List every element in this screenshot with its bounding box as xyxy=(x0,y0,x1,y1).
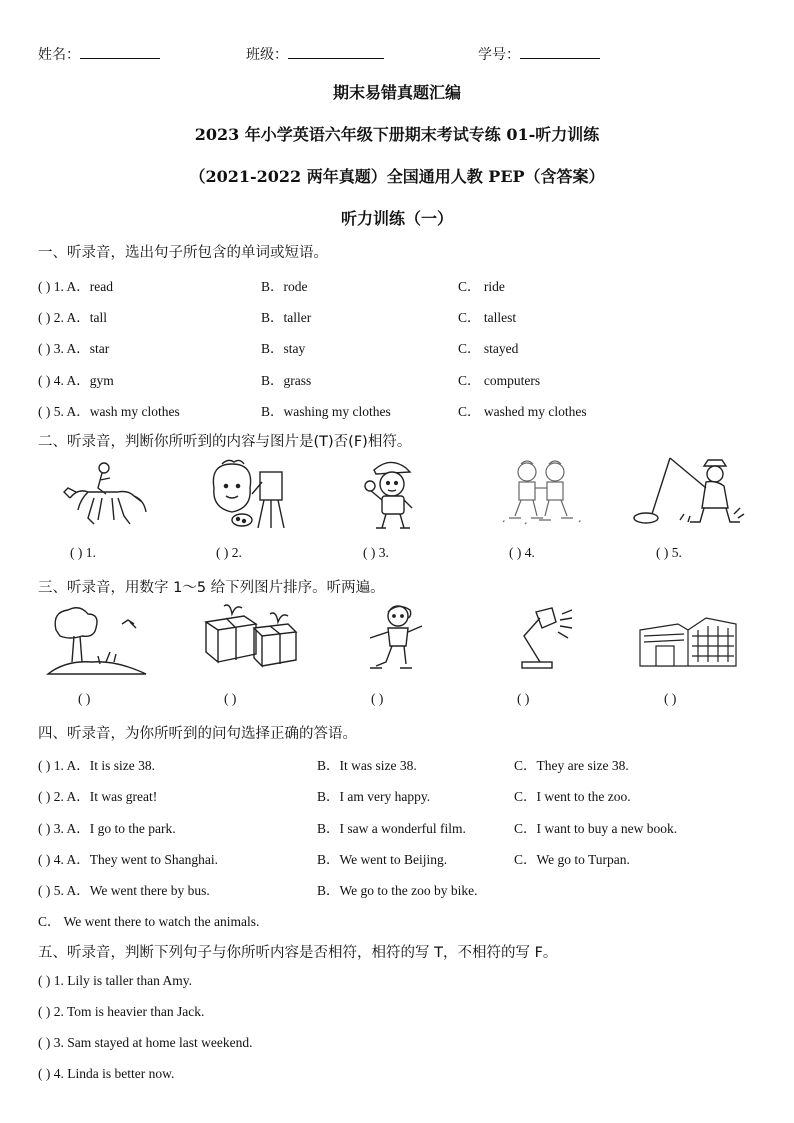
name-label: 姓名： xyxy=(38,47,80,63)
option-a: ( ) 5. A．wash my clothes xyxy=(38,404,180,419)
boy-with-hat-picture xyxy=(360,456,422,532)
class-field[interactable] xyxy=(246,44,384,64)
section-5-heading: 五、听录音，判断下列句子与你所听内容是否相符，相符的写 T，不相符的写 F。 xyxy=(38,945,558,961)
title-line-4: 听力训练（一） xyxy=(340,209,453,228)
girl-painting-picture xyxy=(200,458,298,530)
s2-answer-1[interactable]: ( ) 1. xyxy=(70,545,96,560)
s3-answer-3[interactable]: ( ) xyxy=(371,691,384,706)
option-a: ( ) 2. A．tall xyxy=(38,310,107,325)
id-blank[interactable] xyxy=(520,46,600,59)
option-b: B．rode xyxy=(261,279,308,294)
option-b: B．stay xyxy=(261,341,306,356)
s2-answer-4[interactable]: ( ) 4. xyxy=(509,545,535,560)
name-field[interactable] xyxy=(38,44,160,64)
title-line-3: （2021-2022 两年真题）全国通用人教 PEP（含答案） xyxy=(189,167,605,186)
s3-answer-5[interactable]: ( ) xyxy=(664,691,677,706)
id-field[interactable] xyxy=(478,44,600,64)
tree-landscape-picture xyxy=(46,604,158,680)
option-c: C． computers xyxy=(458,373,541,388)
option-c: C．We go to Turpan. xyxy=(514,852,630,867)
gift-boxes-picture xyxy=(200,602,300,670)
horse-rider-picture xyxy=(58,458,150,530)
option-a: ( ) 4. A．They went to Shanghai. xyxy=(38,852,218,867)
title-line-2: 2023 年小学英语六年级下册期末考试专练 01-听力训练 xyxy=(194,125,600,144)
s3-answer-2[interactable]: ( ) xyxy=(224,691,237,706)
s2-answer-5[interactable]: ( ) 5. xyxy=(656,545,682,560)
option-c: C．I went to the zoo. xyxy=(514,789,631,804)
option-b: B．grass xyxy=(261,373,312,388)
name-blank[interactable] xyxy=(80,46,160,59)
s2-answer-2[interactable]: ( ) 2. xyxy=(216,545,242,560)
option-c: C． stayed xyxy=(458,341,519,356)
man-fishing-picture xyxy=(630,456,746,530)
s2-answer-3[interactable]: ( ) 3. xyxy=(363,545,389,560)
option-c: C． washed my clothes xyxy=(458,404,587,419)
option-b: B．It was size 38. xyxy=(317,758,417,773)
option-b: B．We go to the zoo by bike. xyxy=(317,883,478,898)
s5-statement-4[interactable]: ( ) 4. Linda is better now. xyxy=(38,1066,175,1081)
option-b: B．We went to Beijing. xyxy=(317,852,448,867)
class-label: 班级： xyxy=(246,47,288,63)
option-a: ( ) 3. A．star xyxy=(38,341,110,356)
s5-statement-3[interactable]: ( ) 3. Sam stayed at home last weekend. xyxy=(38,1035,253,1050)
s5-statement-2[interactable]: ( ) 2. Tom is heavier than Jack. xyxy=(38,1004,205,1019)
girl-skating-picture xyxy=(356,602,428,676)
option-c: C．They are size 38. xyxy=(514,758,629,773)
option-a: ( ) 2. A．It was great! xyxy=(38,789,158,804)
s5-statement-1[interactable]: ( ) 1. Lily is taller than Amy. xyxy=(38,973,192,988)
section-1-heading: 一、听录音，选出句子所包含的单词或短语。 xyxy=(38,245,328,261)
option-b: B．taller xyxy=(261,310,312,325)
s3-answer-1[interactable]: ( ) xyxy=(78,691,91,706)
s4-question-5-option-c: C． We went there to watch the animals. xyxy=(38,914,260,929)
option-a: ( ) 1. A．read xyxy=(38,279,113,294)
option-b: B．I saw a wonderful film. xyxy=(317,821,466,836)
section-3-heading: 三、听录音，用数字 1～5 给下列图片排序。听两遍。 xyxy=(38,580,385,596)
s3-answer-4[interactable]: ( ) xyxy=(517,691,530,706)
option-b: B．washing my clothes xyxy=(261,404,391,419)
option-c: C．I want to buy a new book. xyxy=(514,821,678,836)
id-label: 学号： xyxy=(478,47,520,63)
desk-lamp-picture xyxy=(506,600,580,676)
class-blank[interactable] xyxy=(288,46,384,59)
building-picture xyxy=(636,606,740,670)
option-c: C． ride xyxy=(458,279,505,294)
option-c: C． tallest xyxy=(458,310,517,325)
section-2-heading: 二、听录音，判断你所听到的内容与图片是(T)否(F)相符。 xyxy=(38,434,412,450)
option-a: ( ) 5. A．We went there by bus. xyxy=(38,883,210,898)
title-line-1: 期末易错真题汇编 xyxy=(332,83,461,102)
option-b: B．I am very happy. xyxy=(317,789,431,804)
option-a: ( ) 4. A．gym xyxy=(38,373,114,388)
two-kids-skating-picture xyxy=(495,458,587,526)
option-a: ( ) 1. A．It is size 38. xyxy=(38,758,155,773)
section-4-heading: 四、听录音，为你所听到的问句选择正确的答语。 xyxy=(38,726,357,742)
option-a: ( ) 3. A．I go to the park. xyxy=(38,821,176,836)
